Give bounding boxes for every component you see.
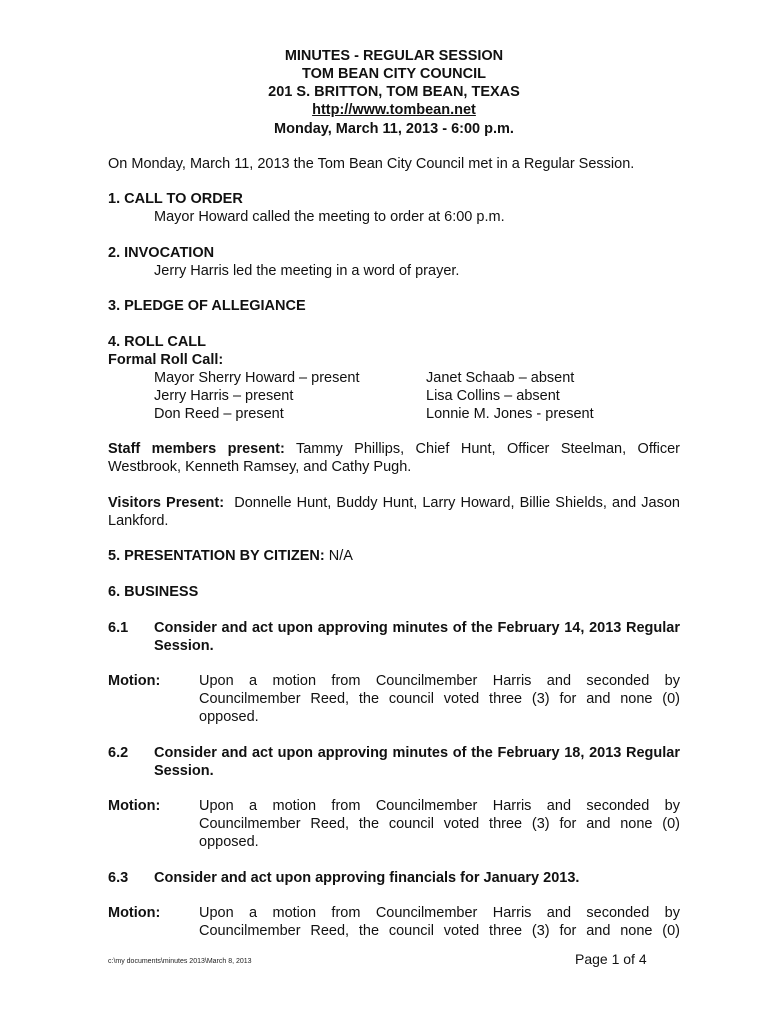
section-business: 6. BUSINESS <box>108 584 199 600</box>
roll-call-entry: Lisa Collins – absent <box>426 388 560 404</box>
council-name: TOM BEAN CITY COUNCIL <box>302 66 486 82</box>
roll-call-entry: Lonnie M. Jones - present <box>426 406 594 422</box>
footer-page-number: Page 1 of 4 <box>575 951 647 967</box>
visitors-present-label: Visitors Present: <box>108 495 225 511</box>
item-number: 6.2 <box>108 745 129 761</box>
doc-title: MINUTES - REGULAR SESSION <box>284 48 504 64</box>
item-number: 6.3 <box>108 870 129 886</box>
section-pledge: 3. PLEDGE OF ALLEGIANCE <box>108 298 306 314</box>
section-presentation <box>108 547 353 565</box>
call-to-order-text: Mayor Howard called the meeting to order at 6:00 p.m. <box>154 209 505 225</box>
item-title: Consider and act upon approving financials for January 2013. <box>154 870 580 886</box>
roll-call-entry: Janet Schaab – absent <box>426 370 575 386</box>
motion-text: Upon a motion from Councilmember Harris and seconded by Councilmember Reed, the council voted three (3) for and none (0) opposed. <box>199 798 680 850</box>
website-link[interactable]: http://www.tombean.net <box>312 102 476 118</box>
section-roll-call: 4. ROLL CALL <box>108 334 207 350</box>
section-call-to-order: 1. CALL TO ORDER <box>108 191 243 207</box>
motion-text: Upon a motion from Councilmember Harris and seconded by Councilmember Reed, the council voted three (3) for and none (0) opposed. <box>199 673 680 725</box>
item-title: Consider and act upon approving minutes of the February 14, 2013 Regular Session. <box>154 620 680 654</box>
council-address: 201 S. BRITTON, TOM BEAN, TEXAS <box>268 84 520 100</box>
motion-label: Motion: <box>108 798 161 814</box>
presentation-heading: 5. PRESENTATION BY CITIZEN: <box>108 548 325 564</box>
meeting-date: Monday, March 11, 2013 - 6:00 p.m. <box>274 121 514 137</box>
staff-present-label: Staff members present: <box>108 441 285 457</box>
section-invocation: 2. INVOCATION <box>108 245 215 261</box>
footer-file-path: c:\my documents\minutes 2013\March 8, 2013 <box>108 958 252 965</box>
item-number: 6.1 <box>108 620 129 636</box>
invocation-text: Jerry Harris led the meeting in a word of prayer. <box>154 263 460 279</box>
roll-call-entry: Don Reed – present <box>154 406 284 422</box>
roll-call-entry: Jerry Harris – present <box>154 388 294 404</box>
visitors-present-paragraph <box>108 494 685 530</box>
intro-text: On Monday, March 11, 2013 the Tom Bean City Council met in a Regular Session. <box>108 156 635 172</box>
motion-text: Upon a motion from Councilmember Harris and seconded by Councilmember Reed, the council voted three (3) for and none (0) <box>199 905 680 939</box>
roll-call-entry: Mayor Sherry Howard – present <box>154 370 360 386</box>
visitors-present-text: Donnelle Hunt, Buddy Hunt, Larry Howard, Billie Shields, and Jason Lankford. <box>108 495 685 529</box>
motion-label: Motion: <box>108 905 161 921</box>
item-title: Consider and act upon approving minutes of the February 18, 2013 Regular Session. <box>154 745 680 779</box>
staff-present-paragraph <box>108 440 680 476</box>
formal-roll-call-label: Formal Roll Call: <box>108 352 224 368</box>
presentation-value: N/A <box>324 548 353 564</box>
motion-label: Motion: <box>108 673 161 689</box>
staff-present-text: Tammy Phillips, Chief Hunt, Officer Steelman, Officer Westbrook, Kenneth Ramsey, and Cathy Pugh. <box>108 441 680 475</box>
